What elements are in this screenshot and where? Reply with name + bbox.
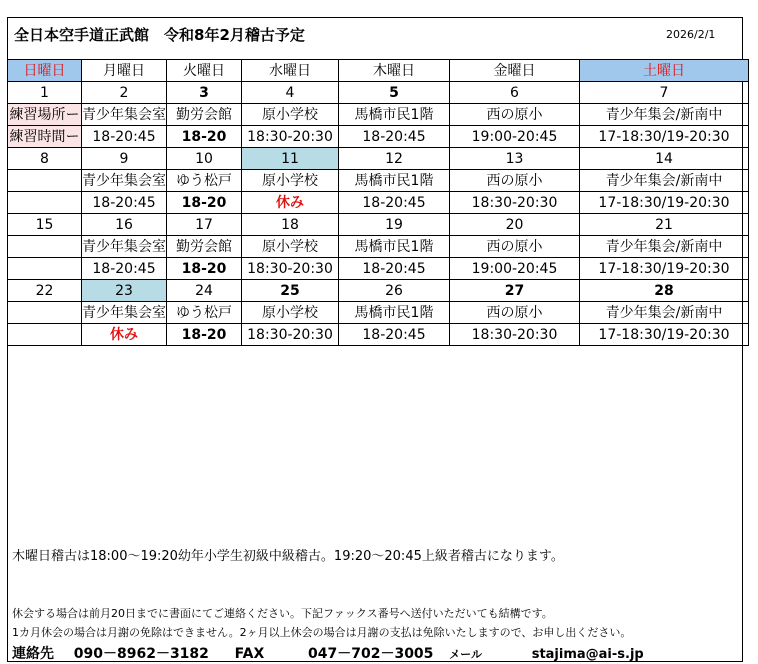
date-cell: 6 bbox=[450, 82, 580, 104]
date-cell: 25 bbox=[242, 280, 339, 302]
weekday-thu: 木曜日 bbox=[339, 60, 450, 82]
contact-line bbox=[12, 643, 644, 663]
date-cell: 7 bbox=[580, 82, 749, 104]
date-cell-highlight: 23 bbox=[82, 280, 167, 302]
absence-note-2: 1カ月休会の場合は月謝の免除はできません。2ヶ月以上休会の場合は月謝の支払は免除いたしますので、お申し出ください。 bbox=[12, 626, 632, 639]
venue-cell: 馬橋市民1階 bbox=[339, 302, 450, 324]
weekday-sat: 土曜日 bbox=[580, 60, 749, 82]
venue-cell: 原小学校 bbox=[242, 302, 339, 324]
date-cell: 16 bbox=[82, 214, 167, 236]
time-cell: 18-20:45 bbox=[82, 126, 167, 148]
date-cell: 27 bbox=[450, 280, 580, 302]
fax-number: 047－702－3005 bbox=[308, 646, 434, 662]
time-cell: 18-20:45 bbox=[339, 192, 450, 214]
date-cell: 19 bbox=[339, 214, 450, 236]
time-cell: 17-18:30/19-20:30 bbox=[580, 192, 749, 214]
date-cell: 13 bbox=[450, 148, 580, 170]
time-cell: 17-18:30/19-20:30 bbox=[580, 324, 749, 346]
venue-cell: ゆう松戸 bbox=[167, 302, 242, 324]
date-cell: 9 bbox=[82, 148, 167, 170]
time-cell: 18:30-20:30 bbox=[450, 324, 580, 346]
empty-cell bbox=[8, 192, 82, 214]
date-cell-highlight: 11 bbox=[242, 148, 339, 170]
date-cell: 24 bbox=[167, 280, 242, 302]
venue-cell: 青少年集会/新南中 bbox=[580, 170, 749, 192]
time-cell: 18:30-20:30 bbox=[450, 192, 580, 214]
time-cell: 18:30-20:30 bbox=[242, 258, 339, 280]
date-cell: 22 bbox=[8, 280, 82, 302]
venue-cell: 西の原小 bbox=[450, 170, 580, 192]
phone-number: 090－8962－3182 bbox=[73, 646, 209, 662]
time-cell: 18-20 bbox=[167, 324, 242, 346]
venue-cell: 青少年集会室 bbox=[82, 236, 167, 258]
date-row bbox=[8, 214, 749, 236]
time-cell: 18-20:45 bbox=[82, 192, 167, 214]
empty-cell bbox=[8, 258, 82, 280]
thursday-note: 木曜日稽古は18:00～19:20幼年小学生初級中級稽古。19:20～20:45上級者稽古になります。 bbox=[12, 549, 564, 564]
date-cell: 18 bbox=[242, 214, 339, 236]
weekday-fri: 金曜日 bbox=[450, 60, 580, 82]
empty-cell bbox=[8, 324, 82, 346]
venue-cell: 原小学校 bbox=[242, 104, 339, 126]
venue-cell: 馬橋市民1階 bbox=[339, 236, 450, 258]
issue-date: 2026/2/1 bbox=[666, 28, 716, 41]
time-cell: 18-20 bbox=[167, 126, 242, 148]
date-cell: 4 bbox=[242, 82, 339, 104]
venue-cell: ゆう松戸 bbox=[167, 170, 242, 192]
empty-cell bbox=[8, 302, 82, 324]
venue-row bbox=[8, 170, 749, 192]
venue-cell: 馬橋市民1階 bbox=[339, 104, 450, 126]
date-cell: 21 bbox=[580, 214, 749, 236]
time-row bbox=[8, 324, 749, 346]
date-cell: 1 bbox=[8, 82, 82, 104]
closed-label: 休み bbox=[82, 324, 167, 346]
weekday-mon: 月曜日 bbox=[82, 60, 167, 82]
time-label: 練習時間ー bbox=[8, 126, 82, 148]
venue-row bbox=[8, 236, 749, 258]
venue-cell: 西の原小 bbox=[450, 236, 580, 258]
date-cell: 3 bbox=[167, 82, 242, 104]
weekday-sun: 日曜日 bbox=[8, 60, 82, 82]
date-cell: 26 bbox=[339, 280, 450, 302]
date-cell: 14 bbox=[580, 148, 749, 170]
date-cell: 28 bbox=[580, 280, 749, 302]
time-cell: 18-20 bbox=[167, 258, 242, 280]
time-row bbox=[8, 192, 749, 214]
venue-cell: 勤労会館 bbox=[167, 104, 242, 126]
time-cell: 18-20:45 bbox=[339, 258, 450, 280]
time-cell: 18:30-20:30 bbox=[242, 324, 339, 346]
schedule-table bbox=[7, 59, 749, 346]
time-row bbox=[8, 126, 749, 148]
venue-cell: 西の原小 bbox=[450, 302, 580, 324]
date-cell: 10 bbox=[167, 148, 242, 170]
date-cell: 12 bbox=[339, 148, 450, 170]
weekday-wed: 水曜日 bbox=[242, 60, 339, 82]
weekday-header-row bbox=[8, 60, 749, 82]
time-cell: 19:00-20:45 bbox=[450, 258, 580, 280]
venue-cell: 西の原小 bbox=[450, 104, 580, 126]
date-cell: 5 bbox=[339, 82, 450, 104]
venue-cell: 勤労会館 bbox=[167, 236, 242, 258]
contact-label: 連絡先 bbox=[12, 646, 54, 662]
time-cell: 18-20 bbox=[167, 192, 242, 214]
date-cell: 2 bbox=[82, 82, 167, 104]
date-cell: 20 bbox=[450, 214, 580, 236]
mail-label: メール bbox=[449, 648, 482, 661]
org-title: 全日本空手道正武館 令和8年2月稽古予定 bbox=[14, 26, 305, 44]
time-cell: 18:30-20:30 bbox=[242, 126, 339, 148]
venue-cell: 原小学校 bbox=[242, 236, 339, 258]
time-cell: 17-18:30/19-20:30 bbox=[580, 126, 749, 148]
time-cell: 19:00-20:45 bbox=[450, 126, 580, 148]
place-label: 練習場所ー bbox=[8, 104, 82, 126]
date-cell: 15 bbox=[8, 214, 82, 236]
venue-cell: 青少年集会室 bbox=[82, 170, 167, 192]
time-cell: 18-20:45 bbox=[82, 258, 167, 280]
venue-cell: 青少年集会室 bbox=[82, 104, 167, 126]
venue-cell: 馬橋市民1階 bbox=[339, 170, 450, 192]
fax-label: FAX bbox=[234, 646, 265, 662]
absence-note-1: 休会する場合は前月20日までに書面にてご連絡ください。下記ファックス番号へ送付いただいても結構です。 bbox=[12, 607, 553, 620]
time-cell: 18-20:45 bbox=[339, 126, 450, 148]
venue-row bbox=[8, 302, 749, 324]
date-cell: 17 bbox=[167, 214, 242, 236]
closed-label: 休み bbox=[242, 192, 339, 214]
email-address: stajima@ai-s.jp bbox=[531, 647, 644, 662]
time-row bbox=[8, 258, 749, 280]
date-cell: 8 bbox=[8, 148, 82, 170]
venue-cell: 青少年集会/新南中 bbox=[580, 302, 749, 324]
date-row bbox=[8, 148, 749, 170]
venue-cell: 青少年集会/新南中 bbox=[580, 236, 749, 258]
empty-cell bbox=[8, 170, 82, 192]
date-row bbox=[8, 280, 749, 302]
empty-cell bbox=[8, 236, 82, 258]
time-cell: 17-18:30/19-20:30 bbox=[580, 258, 749, 280]
venue-cell: 青少年集会/新南中 bbox=[580, 104, 749, 126]
time-cell: 18-20:45 bbox=[339, 324, 450, 346]
weekday-tue: 火曜日 bbox=[167, 60, 242, 82]
venue-cell: 原小学校 bbox=[242, 170, 339, 192]
venue-cell: 青少年集会室 bbox=[82, 302, 167, 324]
venue-row bbox=[8, 104, 749, 126]
date-row bbox=[8, 82, 749, 104]
